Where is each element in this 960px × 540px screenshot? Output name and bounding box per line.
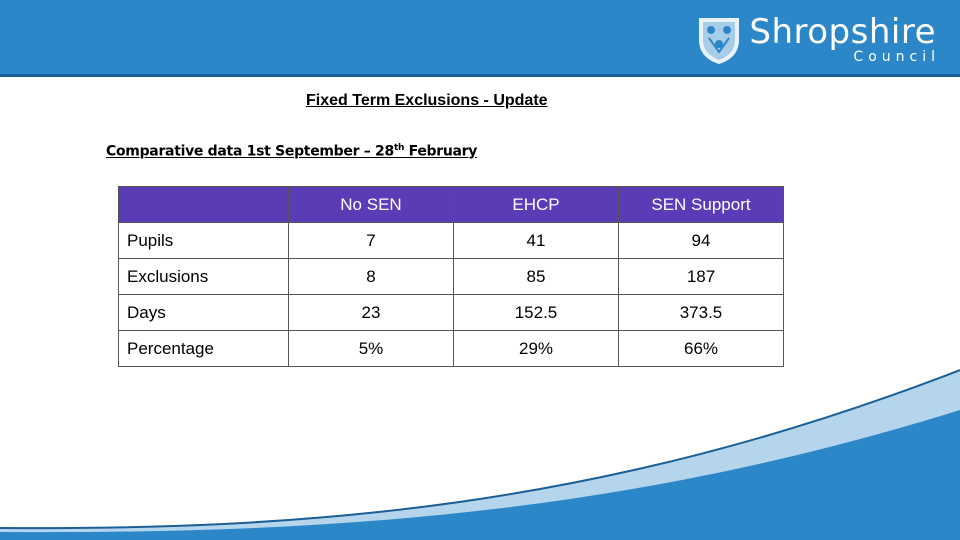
- column-header: EHCP: [454, 187, 619, 223]
- table-row: [119, 259, 784, 295]
- row-label: Exclusions: [119, 259, 289, 295]
- table-cell: 23: [289, 295, 454, 331]
- table-cell: 373.5: [619, 295, 784, 331]
- logo-sub: Council: [853, 49, 940, 65]
- council-logo: [695, 12, 940, 66]
- table-cell: 85: [454, 259, 619, 295]
- column-header: SEN Support: [619, 187, 784, 223]
- table-cell: 41: [454, 223, 619, 259]
- table-row: [119, 223, 784, 259]
- row-label: Pupils: [119, 223, 289, 259]
- table-cell: 94: [619, 223, 784, 259]
- subtitle-superscript: th: [393, 143, 405, 153]
- column-header: [119, 187, 289, 223]
- slide-title: Fixed Term Exclusions - Update: [306, 92, 548, 109]
- table-cell: 187: [619, 259, 784, 295]
- table-cell: 29%: [454, 331, 619, 367]
- header-band: [0, 0, 960, 77]
- table-cell: 7: [289, 223, 454, 259]
- table-cell: 66%: [619, 331, 784, 367]
- row-label: Days: [119, 295, 289, 331]
- slide-subtitle: [106, 143, 477, 160]
- table-row: [119, 295, 784, 331]
- subtitle-text-end: February: [404, 143, 478, 160]
- subtitle-text: Comparative data 1st September – 28: [106, 143, 394, 160]
- row-label: Percentage: [119, 331, 289, 367]
- column-header: No SEN: [289, 187, 454, 223]
- table-header-row: [119, 187, 784, 223]
- shield-crest-icon: [695, 14, 743, 66]
- table-cell: 5%: [289, 331, 454, 367]
- table-cell: 152.5: [454, 295, 619, 331]
- logo-name: Shropshire: [749, 12, 936, 52]
- decorative-wave: [0, 340, 960, 540]
- table-cell: 8: [289, 259, 454, 295]
